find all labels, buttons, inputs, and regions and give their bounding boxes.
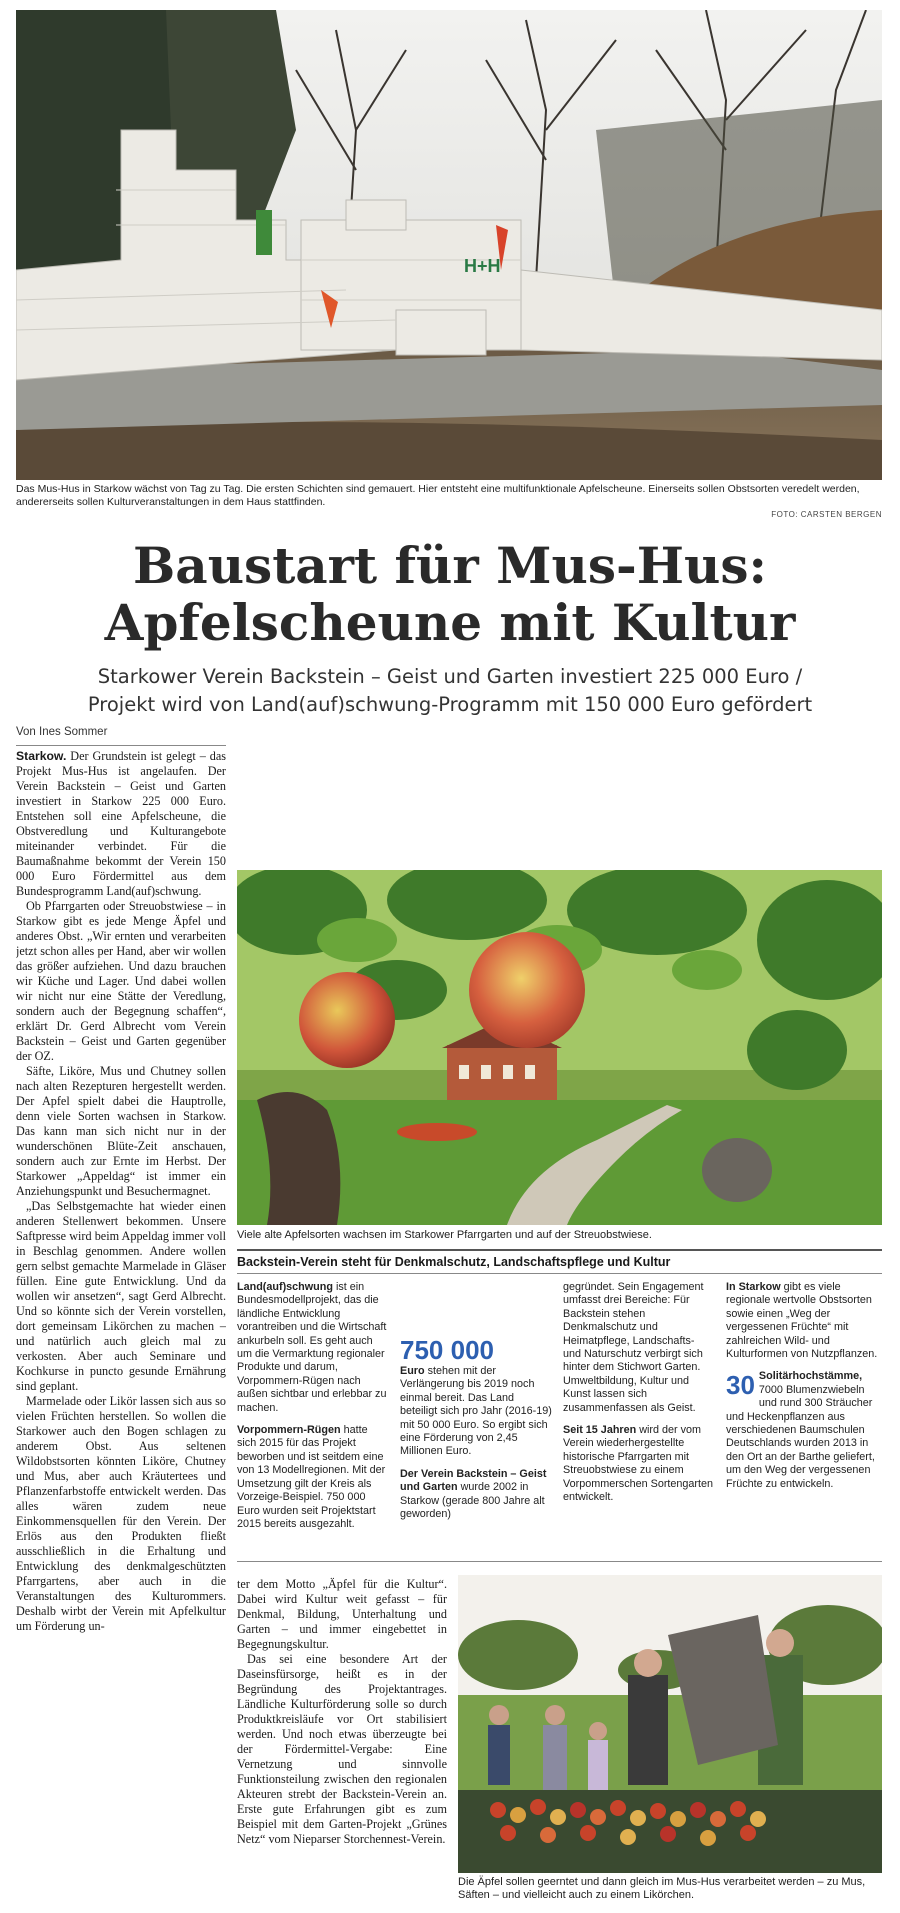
big-number-30: 30: [726, 1370, 755, 1401]
infobox-text: wird der vom Verein wiederhergestellte historische Pfarrgarten mit Streuobstwiese zu einem Vorpommerschen Sortengarten entwickelt.: [563, 1424, 714, 1504]
construction-photo: [16, 10, 882, 480]
article-paragraph-5: Marmelade oder Likör lassen sich aus so vielen Früchten herstellen. So wollen die Starkower auch den Bogen schlagen zu anderem Obst. Aus seltenen Wildobstsorten könnten Liköre, Chutney und Mus, aber auch Kräutertees und Pflanzenfarbstoffe entwickelt werden. Das alles wären zudem neue Einkommensquellen für den Verein. Der Erlös aus den Produkten fließt ausschließlich in die Erhaltung und Entwicklung des denkmalgeschützten Pfarrgartens, aber auch in die Veranstaltungen des Kulturommers. Deshalb wirbt der Verein mit Apfelkultur um Förderung un-: [16, 1394, 226, 1633]
article-paragraph-6: ter dem Motto „Äpfel für die Kultur“. Dabei wird Kultur weit gefasst – für Denkmal, Bildung, Unterhaltung und Garten – und immer eingebettet in Begegnungskultur.: [237, 1577, 447, 1651]
apple-tree-photo-caption: Viele alte Apfelsorten wachsen im Starkower Pfarrgarten und auf der Streuobstwiese.: [237, 1229, 652, 1241]
byline: Von Ines Sommer: [16, 726, 108, 738]
lead-vorpommern: Vorpommern-Rügen: [237, 1424, 341, 1437]
infobox-title: Backstein-Verein steht für Denkmalschutz, Landschaftspflege und Kultur: [237, 1255, 671, 1269]
infobox-column-4: [726, 1281, 882, 1500]
construction-photo-caption: Das Mus-Hus in Starkow wächst von Tag zu Tag. Die ersten Schichten sind gemauert. Hier entsteht eine multifunktionale Apfelscheune. Einerseits sollen Obstsorten veredelt werden, andererseits sollen Kulturveranstaltungen in dem Haus stattfinden.: [16, 483, 860, 508]
lead-landaufschwung: Land(auf)schwung: [237, 1281, 333, 1293]
infobox-title-rule: [237, 1273, 882, 1274]
headline-line1: Baustart für Mus-Hus:: [133, 536, 767, 595]
infobox-text: 7000 Blumenzwiebeln und rund 300 Sträucher und Heckenpflanzen aus verschiedenen Baumschulen Deutschlands wurden 2013 in den Ort an der Barthe geliefert, um den Weg der vergessenen Früchte zu entwickeln.: [726, 1383, 875, 1490]
article-text: Der Grundstein ist gelegt – das Projekt Mus-Hus ist angelaufen. Der Verein Backstein – Geist und Garten investiert in Starkow 225 000 Euro. Entstehen soll eine Apfelscheune, die Obstveredlung und Kulturangebote miteinander verbindet. Für die Baumaßnahme bekommt der Verein 150 000 Euro Fördermittel aus dem Bundesprogramm Land(auf)schwung.: [16, 749, 226, 898]
infobox-text: hatte sich 2015 für das Projekt beworben und ist seitdem eine von 13 Modellregionen. Mit der Umsetzung gilt der Kreis als Vorzeige-Beispiel. 750 000 Euro wurden seit Projektstart 2015 bereits ausgezahlt.: [237, 1424, 386, 1530]
harvest-photo-caption: Die Äpfel sollen geerntet und dann gleich im Mus-Hus verarbeitet werden – zu Mus, Säften – und vielleicht auch zu einem Likörchen.: [458, 1876, 866, 1901]
lead-seit-15-jahren: Seit 15 Jahren: [563, 1424, 637, 1437]
photo-credit: FOTO: CARSTEN BERGEN: [771, 510, 882, 519]
hh-sign: H+H: [464, 256, 501, 276]
infobox-text: wurde 2002 in Starkow (gerade 800 Jahre alt geworden): [400, 1481, 545, 1521]
article-column-2: [237, 1577, 447, 1847]
article-paragraph-3: Säfte, Liköre, Mus und Chutney sollen nach alten Rezepturen hergestellt werden. Der Apfel spielt dabei die Hauptrolle, denn viele Sorten wachsen in Starkow. Das kann man sich nicht nur in der wunderschönen Blüte-Zeit anschauen, sondern auch zur Ernte im Herbst. Der Starkower „Appeldag“ ist immer ein Anziehungspunkt und Besuchermagnet.: [16, 1064, 226, 1198]
lead-in-starkow: In Starkow: [726, 1281, 781, 1293]
infobox-bottom-rule: [237, 1561, 882, 1562]
construction-photo-graphic: [16, 10, 882, 480]
headline-line2: Apfelscheune mit Kultur: [104, 593, 796, 652]
harvest-photo-graphic: [458, 1575, 882, 1873]
subheadline-line1: Starkower Verein Backstein – Geist und Garten investiert 225 000 Euro /: [97, 665, 803, 688]
article-paragraph-7: Das sei eine besondere Art der Daseinsfürsorge, heißt es in der Begründung des Projektantrages. Ländliche Kulturförderung solle so durch Produktkreisläufe vor Ort stabilisiert werden. Und noch etwas überzeugte bei der Fördermittel-Vergabe: Eine Vernetzung und sinnvolle Funktionsteilung zwischen den regionalen Akteuren strebt der Backstein-Verein an. Erste gute Erfahrungen gibt es zum Beispiel mit dem Garten-Projekt „Grünes Netz“ vom Nieparser Storchennest-Verein.: [237, 1652, 447, 1846]
byline-rule: [16, 745, 226, 746]
lead-euro: Euro: [400, 1365, 425, 1377]
dateline: Starkow.: [16, 749, 67, 763]
infobox-text: gegründet. Sein Engagement umfasst drei Bereiche: Für Backstein stehen Denkmalschutz und Heimatpflege, Landschafts- und Naturschutz verbirgt sich hinter dem Stichwort Garten. Umweltbildung, Kultur und Kunst lassen sich zusammenfassen als Geist.: [563, 1281, 704, 1414]
infobox-column-2: [400, 1281, 552, 1530]
subheadline-line2: Projekt wird von Land(auf)schwung-Programm mit 150 000 Euro gefördert: [87, 693, 813, 716]
article-column-1: [16, 749, 226, 1904]
harvest-photo: [458, 1575, 882, 1873]
apple-tree-photo-graphic: [237, 870, 882, 1225]
apple-tree-photo: [237, 870, 882, 1225]
infobox-top-rule: [237, 1249, 882, 1251]
article-paragraph-4: „Das Selbstgemachte hat wieder einen anderen Stellenwert bekommen. Unsere Saftpresse wird beim Appeldag immer voll in Beschlag genommen. Andere wollen gern selbst gemachte Marmelade in Gläser füllen. Eine gute Entwicklung. Und da wollen wir ansetzen“, sagt Gerd Albrecht. Und so könnte sich der Verein vorstellen, dort gemeinsam Likörchen zu machen – und natürlich auch gleich mal zu verkosten. Aber auch Seminare und Kochkurse in puncto gesunde Ernährung sind geplant.: [16, 1199, 226, 1393]
lead-verein: Der Verein Backstein – Geist und Garten: [400, 1467, 547, 1494]
lead-solitaer: Solitärhochstämme,: [758, 1370, 863, 1383]
article-paragraph-2: Ob Pfarrgarten oder Streuobstwiese – in Starkow gibt es jede Menge Äpfel und anderes Obst. „Wir ernten und verarbeiten jetzt schon alles per Hand, aber wir wollen das größer aufziehen. Und dazu brauchen wir Küche und Lager. Und dabei wollen wir nicht nur eine Stätte der Veredlung, sondern auch der Begegnung schaffen“, erklärt Dr. Gerd Albrecht vom Verein Backstein – Geist und Garten gegenüber der OZ.: [16, 899, 226, 1063]
infobox-text: gibt es viele regionale wertvolle Obstsorten sowie einen „Weg der vergessenen Früchte“ mit zahlreichen Wild- und Kulturformen von Nutzpflanzen.: [726, 1281, 878, 1361]
article-paragraph-1: [16, 749, 226, 899]
infobox-column-1: [237, 1281, 389, 1540]
infobox-text: ist ein Bundesmodellprojekt, das die ländliche Entwicklung vorantreiben und die Wirtschaft ankurbeln soll. Es geht auch um die Vermarktung regionaler Produkte und darum, Vorpommern-Rügen nach außen sichtbar und erlebbar zu machen.: [237, 1281, 387, 1414]
big-number-750000: 750 000: [400, 1335, 494, 1365]
infobox-column-3: [563, 1281, 715, 1514]
infobox-text: stehen mit der Verlängerung bis 2019 noch einmal bereit. Das Land beteiligt sich pro Jahr (2016-19) mit 50 000 Euro. So ergibt sich eine Förderung von 2,45 Millionen Euro.: [400, 1365, 552, 1458]
